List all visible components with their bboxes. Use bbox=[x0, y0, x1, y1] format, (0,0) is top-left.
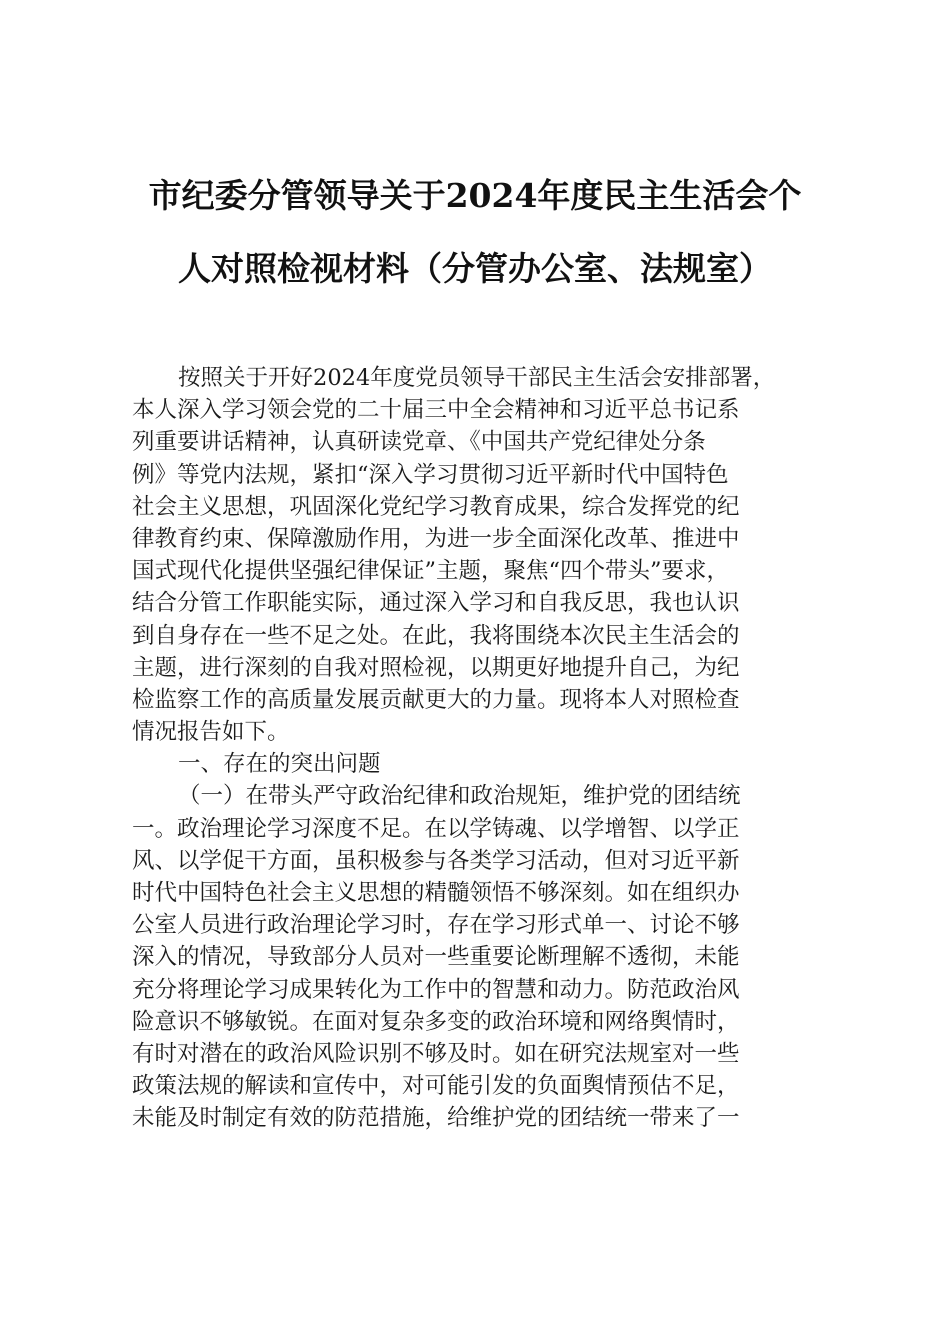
title-line-2: 人对照检视材料（分管办公室、法规室） bbox=[178, 249, 772, 288]
paragraph-line: 本人深入学习领会党的二十届三中全会精神和习近平总书记系 bbox=[132, 397, 740, 424]
paragraph-line: 国式现代化提供坚强纪律保证”主题，聚焦“四个带头”要求， bbox=[132, 558, 730, 585]
paragraph-line: 深入的情况，导致部分人员对一些重要论断理解不透彻，未能 bbox=[132, 944, 740, 971]
paragraph-line: 公室人员进行政治理论学习时，存在学习形式单一、讨论不够 bbox=[132, 912, 740, 939]
paragraph-line: 到自身存在一些不足之处。在此，我将围绕本次民主生活会的 bbox=[132, 622, 740, 649]
paragraph-line: 有时对潜在的政治风险识别不够及时。如在研究法规室对一些 bbox=[132, 1040, 740, 1067]
paragraph-line: （一）在带头严守政治纪律和政治规矩，维护党的团结统 bbox=[178, 783, 741, 810]
paragraph-line: 例》等党内法规，紧扣“深入学习贯彻习近平新时代中国特色 bbox=[132, 461, 729, 488]
document-body bbox=[132, 362, 832, 1135]
paragraph-line: 检监察工作的高质量发展贡献更大的力量。现将本人对照检查 bbox=[132, 686, 740, 713]
title-line-1: 市纪委分管领导关于2024年度民主生活会个 bbox=[148, 176, 802, 215]
paragraph-line: 主题，进行深刻的自我对照检视，以期更好地提升自己，为纪 bbox=[132, 654, 740, 681]
paragraph-line: 未能及时制定有效的防范措施，给维护党的团结统一带来了一 bbox=[132, 1105, 740, 1132]
paragraph-line: 险意识不够敏锐。在面对复杂多变的政治环境和网络舆情时， bbox=[132, 1008, 740, 1035]
paragraph-line: 政策法规的解读和宣传中，对可能引发的负面舆情预估不足， bbox=[132, 1073, 740, 1100]
paragraph-line: 充分将理论学习成果转化为工作中的智慧和动力。防范政治风 bbox=[132, 976, 740, 1003]
paragraph-line: 列重要讲话精神，认真研读党章、《中国共产党纪律处分条 bbox=[132, 429, 706, 456]
paragraph-line: 社会主义思想，巩固深化党纪学习教育成果，综合发挥党的纪 bbox=[132, 493, 740, 520]
paragraph-line: 情况报告如下。 bbox=[132, 719, 290, 746]
paragraph-line: 按照关于开好2024年度党员领导干部民主生活会安排部署， bbox=[178, 365, 776, 391]
paragraph-line: 律教育约束、保障激励作用，为进一步全面深化改革、推进中 bbox=[132, 525, 740, 552]
paragraph-line: 时代中国特色社会主义思想的精髓领悟不够深刻。如在组织办 bbox=[132, 880, 740, 906]
paragraph-line: 结合分管工作职能实际，通过深入学习和自我反思，我也认识 bbox=[132, 590, 740, 617]
section-heading: 一、存在的突出问题 bbox=[178, 751, 381, 778]
paragraph-line: 风、以学促干方面，虽积极参与各类学习活动，但对习近平新 bbox=[132, 847, 740, 874]
paragraph-line: 一。政治理论学习深度不足。在以学铸魂、以学增智、以学正 bbox=[132, 815, 740, 842]
